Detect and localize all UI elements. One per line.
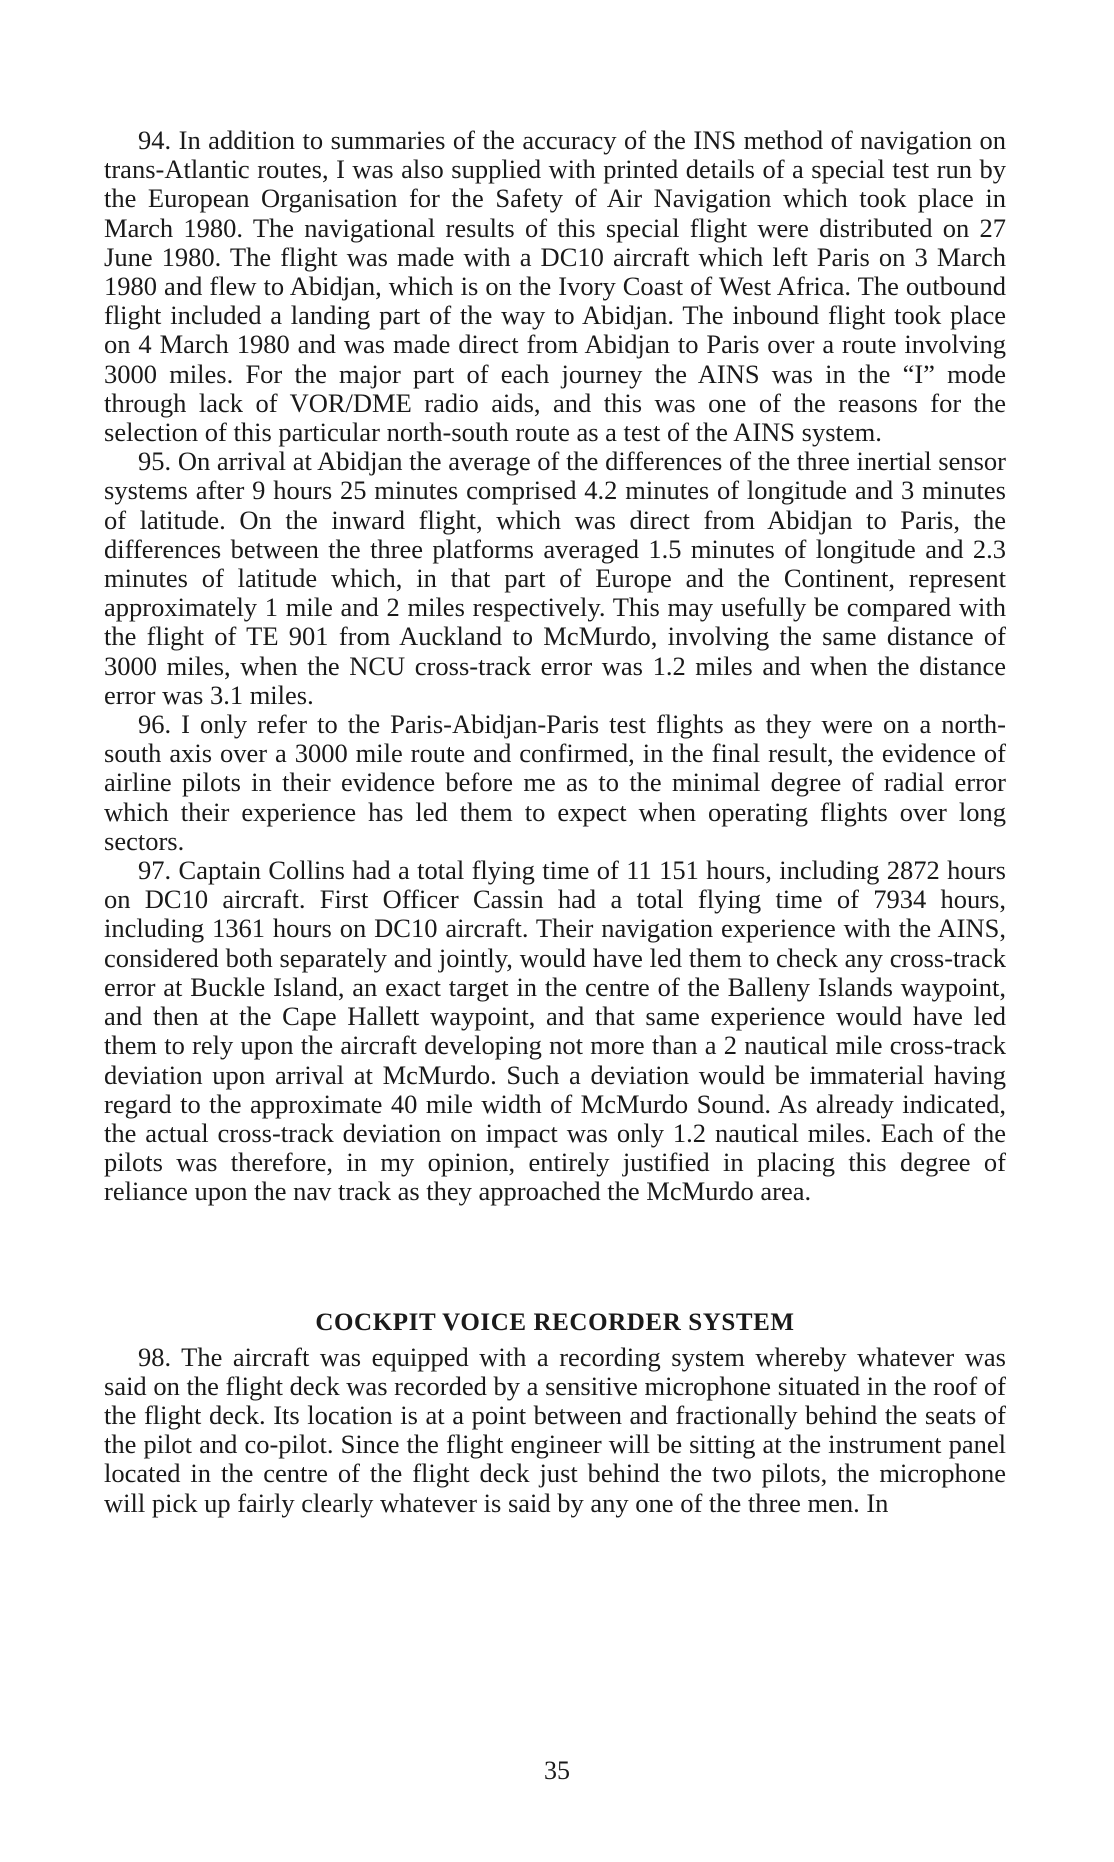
paragraph-96: 96. I only refer to the Paris-Abidjan-Paris test flights as they were on a north-south axis over a 3000 mile route and confirmed, in the final result, the evidence of airline pilots in their evidence before me as to the minimal degree of radial error which their experience has led them to expect when operating flights over long sectors. [104, 709, 1006, 856]
paragraph-95: 95. On arrival at Abidjan the average of the differences of the three inertial sensor systems after 9 hours 25 minutes comprised 4.2 minutes of longitude and 3 minutes of latitude. On the inward flight, which was direct from Abidjan to Paris, the differences between the three platforms averaged 1.5 minutes of longitude and 2.3 minutes of latitude which, in that part of Europe and the Continent, represent approximately 1 mile and 2 miles respectively. This may usefully be compared with the flight of TE 901 from Auckland to McMurdo, involving the same distance of 3000 miles, when the NCU cross-track error was 1.2 miles and when the distance error was 3.1 miles. [104, 446, 1006, 710]
section-heading: COCKPIT VOICE RECORDER SYSTEM [315, 1308, 795, 1336]
page-number: 35 [544, 1756, 570, 1785]
paragraph-98: 98. The aircraft was equipped with a recording system whereby whatever was said on the flight deck was recorded by a sensitive microphone situated in the roof of the flight deck. Its location is at a point between and fractionally behind the seats of the pilot and co-pilot. Since the flight engineer will be sitting at the instrument panel located in the centre of the flight deck just behind the two pilots, the microphone will pick up fairly clearly whatever is said by any one of the three men. In [104, 1341, 1006, 1518]
paragraph-97: 97. Captain Collins had a total flying time of 11 151 hours, including 2872 hours on DC10 aircraft. First Officer Cassin had a total flying time of 7934 hours, including 1361 hours on DC10 aircraft. Their navigation experience with the AINS, considered both separately and jointly, would have led them to check any cross-track error at Buckle Island, an exact target in the centre of the Balleny Islands waypoint, and then at the Cape Hallett waypoint, and that same experience would have led them to rely upon the aircraft developing not more than a 2 nautical mile cross-track deviation upon arrival at McMurdo. Such a deviation would be immaterial having regard to the approximate 40 mile width of McMurdo Sound. As already indicated, the actual cross-track deviation on impact was only 1.2 nautical miles. Each of the pilots was therefore, in my opinion, entirely justified in placing this degree of reliance upon the nav track as they approached the McMurdo area. [104, 855, 1006, 1207]
document-page [104, 126, 1006, 1518]
paragraph-94: 94. In addition to summaries of the accuracy of the INS method of navigation on trans-Atlantic routes, I was also supplied with printed details of a special test run by the European Organisation for the Safety of Air Navigation which took place in March 1980. The navigational results of this special flight were distributed on 27 June 1980. The flight was made with a DC10 aircraft which left Paris on 3 March 1980 and flew to Abidjan, which is on the Ivory Coast of West Africa. The outbound flight included a landing part of the way to Abidjan. The inbound flight took place on 4 March 1980 and was made direct from Abidjan to Paris over a route involving 3000 miles. For the major part of each journey the AINS was in the “I” mode through lack of VOR/DME radio aids, and this was one of the reasons for the selection of this particular north-south route as a test of the AINS system. [104, 125, 1006, 448]
